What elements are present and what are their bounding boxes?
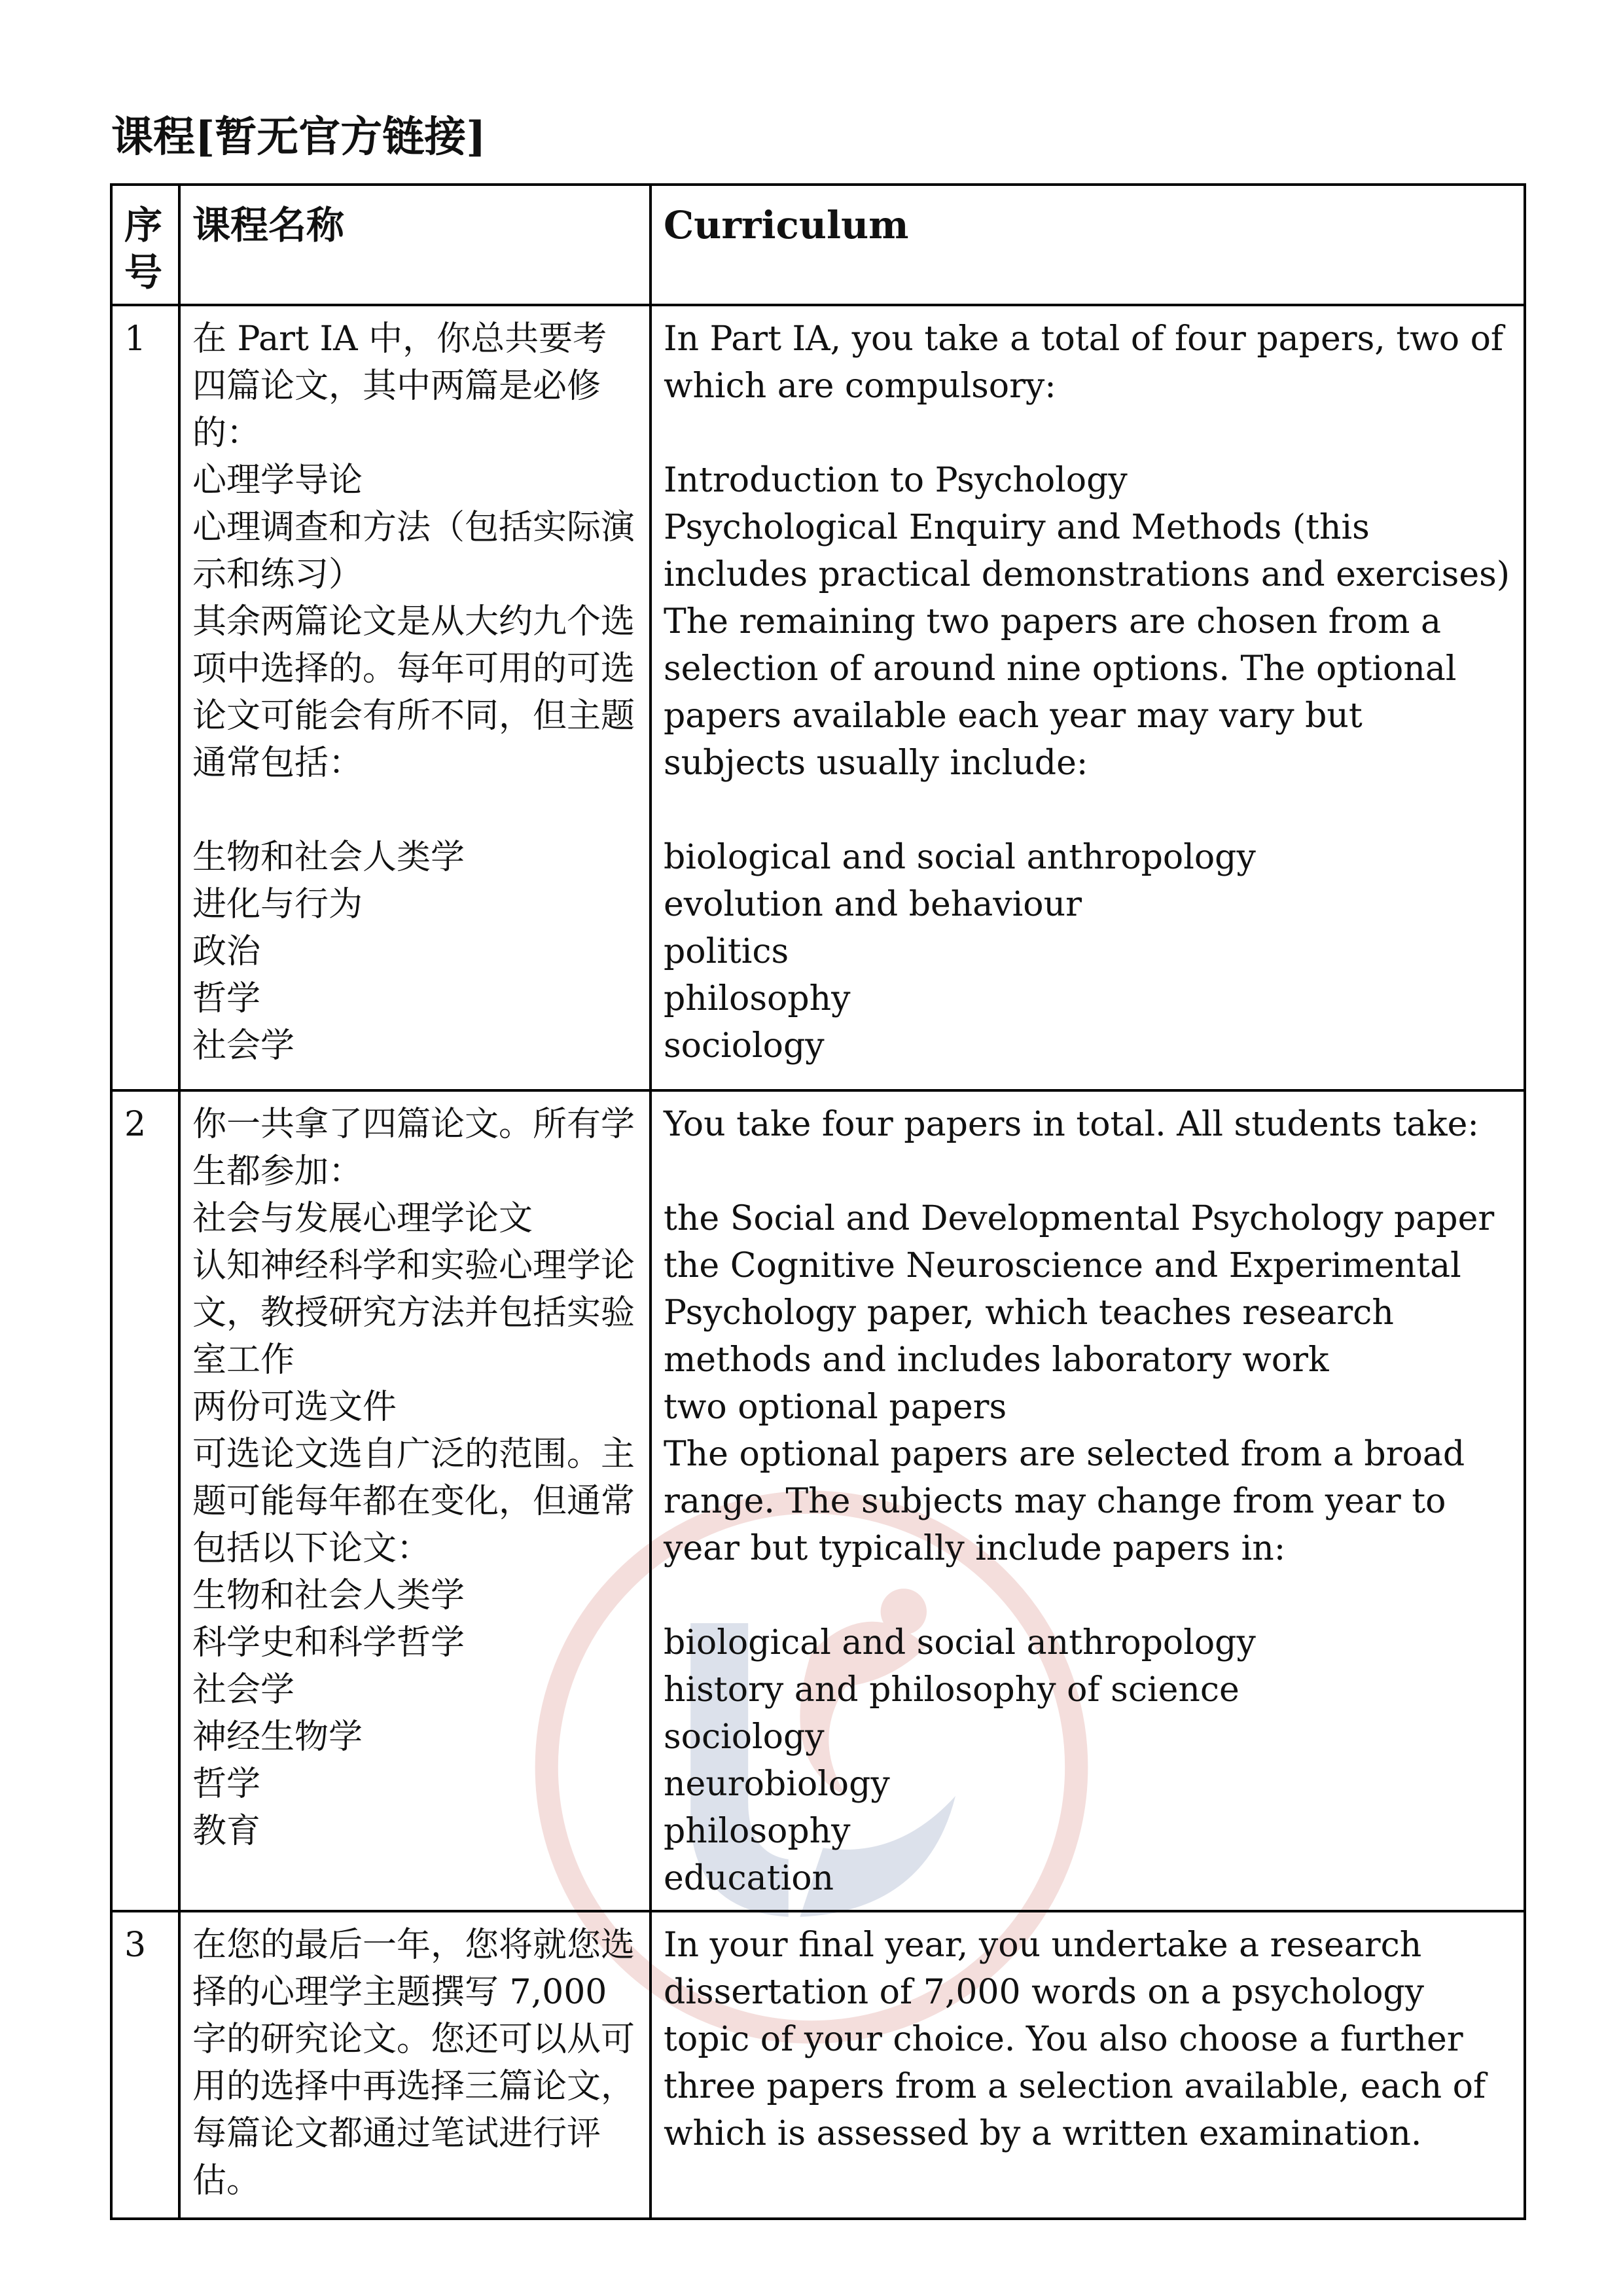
table-header-row: [111, 185, 1525, 305]
curriculum-en: In Part IA, you take a total of four papers, two of which are compulsory: Introduction to Psychology Psychological Enquiry and Methods (this includes practical demonstrations and exercises) The remaining two papers are chosen from a selection of around nine options. The optional papers available each year may vary but subjects usually include: biological and social anthropology evolution and behaviour politics philosophy sociology: [651, 305, 1525, 1090]
curriculum-en: In your final year, you undertake a research dissertation of 7,000 words on a psychology topic of your choice. You also choose a further three papers from a selection available, each of which is assessed by a written examination.: [651, 1911, 1525, 2219]
course-name-zh: 在您的最后一年，您将就您选择的心理学主题撰写 7,000 字的研究论文。您还可以从可用的选择中再选择三篇论文，每篇论文都通过笔试进行评估。: [179, 1911, 651, 2219]
header-curriculum: Curriculum: [651, 185, 1525, 305]
row-number: 3: [111, 1911, 179, 2219]
curriculum-table: [110, 183, 1526, 2220]
header-number: 序 号: [111, 185, 179, 305]
header-course-name: 课程名称: [179, 185, 651, 305]
row-number: 2: [111, 1090, 179, 1911]
course-name-zh: 在 Part IA 中，你总共要考四篇论文，其中两篇是必修的： 心理学导论 心理调查和方法（包括实际演示和练习） 其余两篇论文是从大约九个选项中选择的。每年可用的可选论文可能会有所不同，但主题通常包括： 生物和社会人类学 进化与行为 政治 哲学 社会学: [179, 305, 651, 1090]
table-row: [111, 1090, 1525, 1911]
curriculum-en: You take four papers in total. All students take: the Social and Developmental Psychology paper the Cognitive Neuroscience and Experimental Psychology paper, which teaches research methods and includes laboratory work two optional papers The optional papers are selected from a broad range. The subjects may change from year to year but typically include papers in: biological and social anthropology history and philosophy of science sociology neurobiology philosophy education: [651, 1090, 1525, 1911]
table-row: [111, 1911, 1525, 2219]
row-number: 1: [111, 305, 179, 1090]
page-title: 课程[暂无官方链接]: [111, 113, 486, 162]
table-row: [111, 305, 1525, 1090]
course-name-zh: 你一共拿了四篇论文。所有学生都参加： 社会与发展心理学论文 认知神经科学和实验心理学论文，教授研究方法并包括实验室工作 两份可选文件 可选论文选自广泛的范围。主题可能每年都在变化，但通常包括以下论文： 生物和社会人类学 科学史和科学哲学 社会学 神经生物学 哲学 教育: [179, 1090, 651, 1911]
